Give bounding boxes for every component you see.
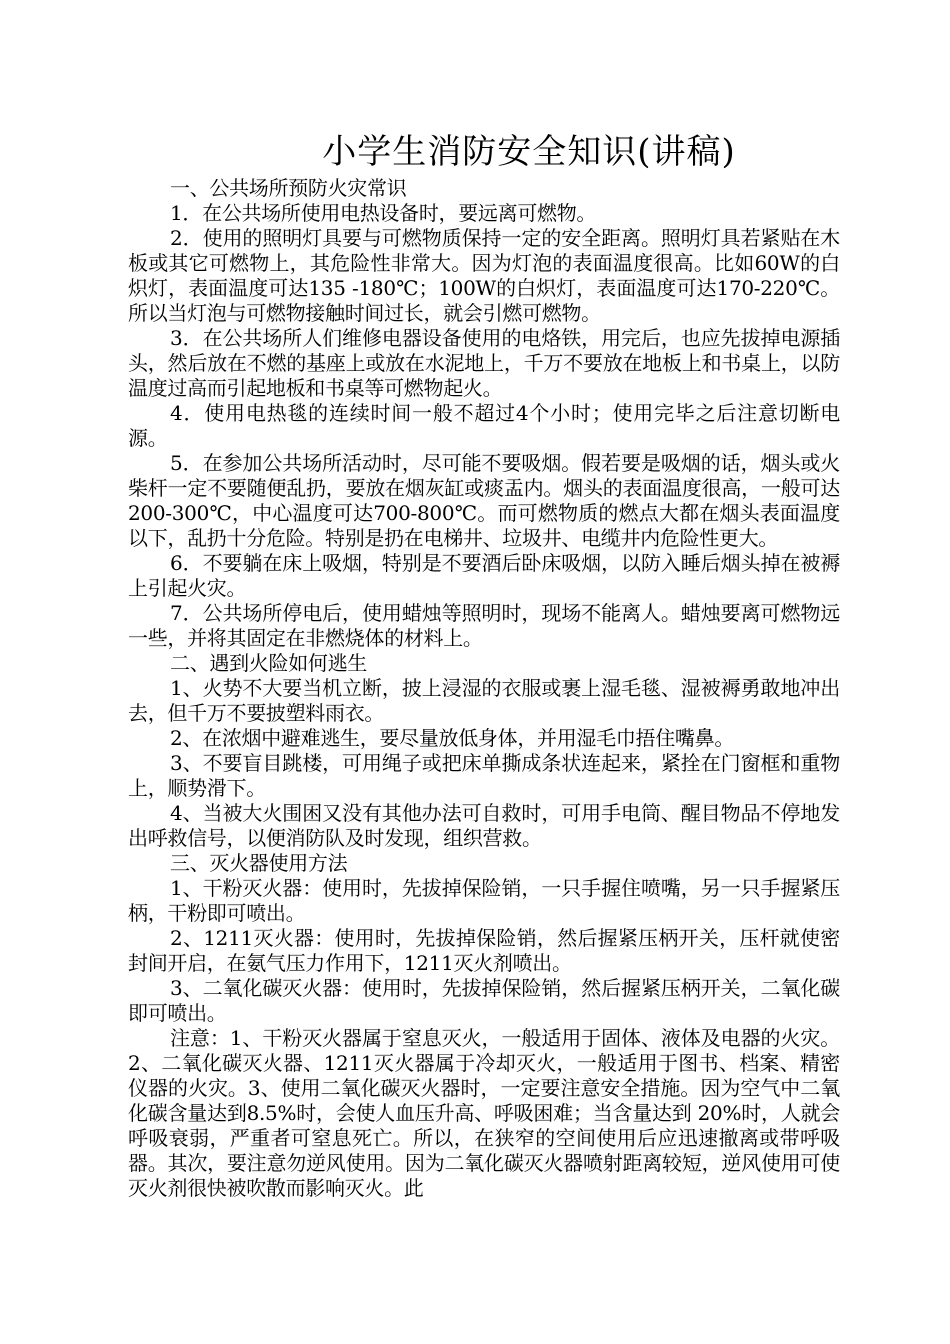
section-heading-1: 一、公共场所预防火灾常识 (170, 176, 407, 200)
paragraph: 6．不要躺在床上吸烟，特别是不要酒后卧床吸烟，以防入睡后烟头掉在被褥上引起火灾。 (128, 551, 840, 600)
paragraph: 4．使用电热毯的连续时间一般不超过4个小时；使用完毕之后注意切断电源。 (128, 401, 840, 450)
document-title: 小学生消防安全知识(讲稿) (322, 132, 736, 172)
paragraph: 5．在参加公共场所活动时，尽可能不要吸烟。假若要是吸烟的话，烟头或火柴杆一定不要随便乱扔，要放在烟灰缸或痰盂内。烟头的表面温度很高，一般可达200-300℃，中心温度可达700-800℃。而可燃物质的燃点大都在烟头表面温度以下，乱扔十分危险。特别是扔在电梯井、垃圾井、电缆井内危险性更大。 (128, 451, 840, 550)
paragraph: 1、干粉灭火器：使用时，先拔掉保险销，一只手握住喷嘴，另一只手握紧压柄，干粉即可喷出。 (128, 876, 840, 925)
paragraph: 1、火势不大要当机立断，披上浸湿的衣服或裹上湿毛毯、湿被褥勇敢地冲出去，但千万不要披塑料雨衣。 (128, 676, 840, 725)
paragraph: 3、不要盲目跳楼，可用绳子或把床单撕成条状连起来，紧拴在门窗框和重物上，顺势滑下。 (128, 751, 840, 800)
paragraph: 7．公共场所停电后，使用蜡烛等照明时，现场不能离人。蜡烛要离可燃物远一些，并将其固定在非燃烧体的材料上。 (128, 601, 840, 650)
paragraph: 注意：1、干粉灭火器属于窒息灭火，一般适用于固体、液体及电器的火灾。2、二氧化碳灭火器、1211灭火器属于冷却灭火，一般适用于图书、档案、精密仪器的火灾。3、使用二氧化碳灭火器时，一定要注意安全措施。因为空气中二氧化碳含量达到8.5%时，会使人血压升高、呼吸困难；当含量达到 20%时，人就会呼吸衰弱，严重者可窒息死亡。所以，在狭窄的空间使用后应迅速撤离或带呼吸器。其次，要注意勿逆风使用。因为二氧化碳灭火器喷射距离较短，逆风使用可使灭火剂很快被吹散而影响灭火。此 (128, 1026, 840, 1200)
paragraph: 3、二氧化碳灭火器：使用时，先拔掉保险销，然后握紧压柄开关，二氧化碳即可喷出。 (128, 976, 840, 1025)
paragraph: 2、在浓烟中避难逃生，要尽量放低身体，并用湿毛巾捂住嘴鼻。 (170, 726, 735, 750)
section-heading-3: 三、灭火器使用方法 (170, 851, 348, 875)
paragraph: 2．使用的照明灯具要与可燃物质保持一定的安全距离。照明灯具若紧贴在木板或其它可燃物上，其危险性非常大。因为灯泡的表面温度很高。比如60W的白炽灯，表面温度可达135 -180℃；100W的白炽灯，表面温度可达170-220℃。所以当灯泡与可燃物接触时间过长，就会引燃可燃物。 (128, 226, 840, 325)
paragraph: 1．在公共场所使用电热设备时，要远离可燃物。 (170, 201, 597, 225)
paragraph: 3．在公共场所人们维修电器设备使用的电烙铁，用完后，也应先拔掉电源插头，然后放在不燃的基座上或放在水泥地上，千万不要放在地板上和书桌上，以防温度过高而引起地板和书桌等可燃物起火。 (128, 326, 840, 400)
paragraph: 4、当被大火围困又没有其他办法可自救时，可用手电筒、醒目物品不停地发出呼救信号，以便消防队及时发现，组织营救。 (128, 801, 840, 850)
paragraph: 2、1211灭火器：使用时，先拔掉保险销，然后握紧压柄开关，压杆就使密封间开启，在氨气压力作用下，1211灭火剂喷出。 (128, 926, 840, 975)
section-heading-2: 二、遇到火险如何逃生 (170, 651, 367, 675)
document-page (128, 128, 840, 1201)
